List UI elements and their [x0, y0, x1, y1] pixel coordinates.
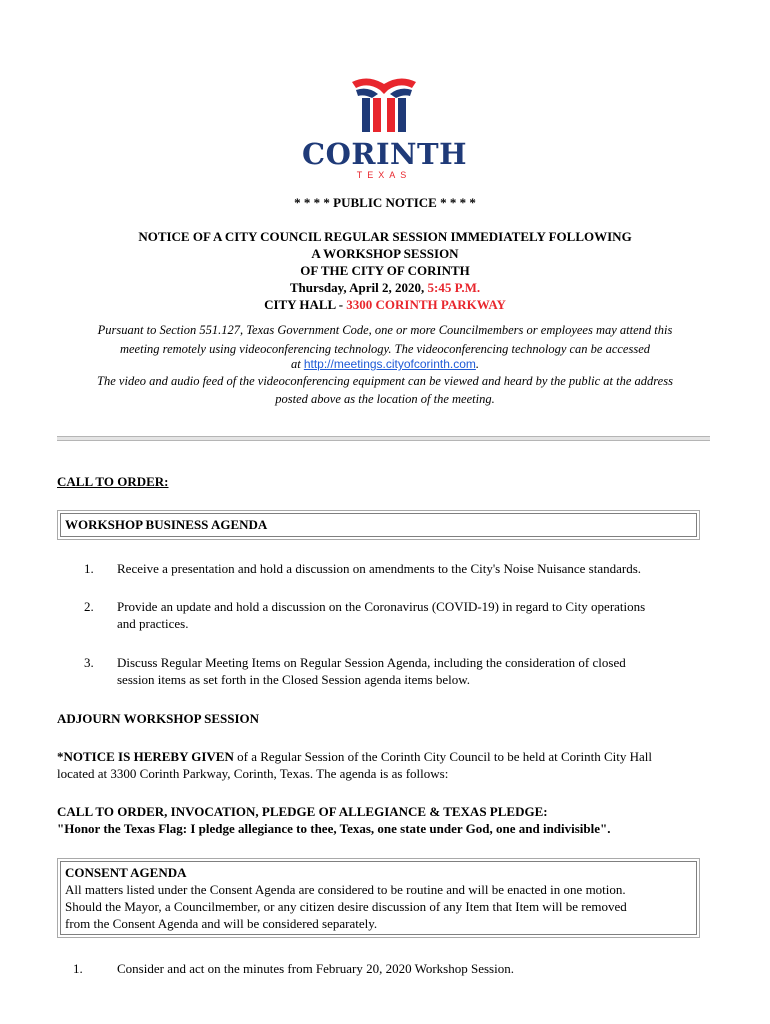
adjourn-heading: ADJOURN WORKSHOP SESSION	[57, 711, 260, 726]
notice-title-line3: OF THE CITY OF CORINTH	[300, 263, 470, 278]
pledge-text: "Honor the Texas Flag: I pledge allegiance to thee, Texas, one state under God, one and indivisible".	[57, 821, 611, 836]
location-address: 3300 CORINTH PARKWAY	[346, 297, 506, 312]
workshop-item-2-text-cont: and practices.	[117, 616, 189, 631]
workshop-agenda-box	[57, 510, 700, 540]
workshop-item-1-number: 1.	[84, 561, 94, 576]
workshop-agenda-title: WORKSHOP BUSINESS AGENDA	[60, 513, 697, 537]
call-to-order-heading: CALL TO ORDER:	[57, 474, 169, 489]
meeting-location	[0, 296, 770, 313]
pledge-heading: CALL TO ORDER, INVOCATION, PLEDGE OF ALLEGIANCE & TEXAS PLEDGE:	[57, 804, 548, 819]
workshop-item-2-number: 2.	[84, 599, 94, 614]
logo-subtitle: TEXAS	[356, 170, 412, 180]
notice-paragraph-line1	[57, 748, 717, 765]
intro-line4: The video and audio feed of the videoconferencing equipment can be viewed and heard by the public at the address	[97, 374, 673, 388]
column-emblem-icon	[302, 76, 466, 138]
consent-agenda-title: CONSENT AGENDA	[65, 865, 187, 880]
meetings-link[interactable]: http://meetings.cityofcorinth.com	[303, 357, 476, 371]
consent-agenda-content	[60, 861, 697, 935]
corinth-logo	[302, 76, 466, 184]
location-label: CITY HALL -	[264, 297, 347, 312]
consent-agenda-line1: All matters listed under the Consent Agenda are considered to be routine and will be enacted in one motion.	[65, 882, 626, 897]
intro-line2: meeting remotely using videoconferencing technology. The videoconferencing technology can be accessed	[119, 342, 651, 356]
workshop-item-2-text: Provide an update and hold a discussion on the Coronavirus (COVID-19) in regard to City operations	[117, 599, 646, 614]
consent-agenda-line3: from the Consent Agenda and will be considered separately.	[65, 916, 378, 931]
intro-line5: posted above as the location of the meeting.	[275, 392, 495, 406]
workshop-item-3-text: Discuss Regular Meeting Items on Regular Session Agenda, including the consideration of closed	[117, 655, 626, 670]
notice-text-1: of a Regular Session of the Corinth City Council to be held at Corinth City Hall	[233, 749, 652, 764]
consent-item-1-text: Consider and act on the minutes from February 20, 2020 Workshop Session.	[117, 961, 514, 976]
workshop-item-3-text-cont: session items as set forth in the Closed Session agenda items below.	[117, 672, 470, 687]
intro-line3-prefix: at	[290, 357, 304, 371]
workshop-item-1-text: Receive a presentation and hold a discussion on amendments to the City's Noise Nuisance standards.	[117, 561, 642, 576]
consent-agenda-line2: Should the Mayor, a Councilmember, or any citizen desire discussion of any Item that Item will be removed	[65, 899, 627, 914]
intro-line3-suffix: .	[475, 357, 480, 371]
workshop-item-3-number: 3.	[84, 655, 94, 670]
meeting-datetime	[0, 279, 770, 296]
public-notice-heading: * * * * PUBLIC NOTICE * * * *	[294, 195, 476, 210]
notice-title-line2: A WORKSHOP SESSION	[311, 246, 459, 261]
notice-title-line1: NOTICE OF A CITY COUNCIL REGULAR SESSION IMMEDIATELY FOLLOWING	[138, 229, 632, 244]
logo-wordmark: CORINTH	[302, 137, 467, 171]
meeting-date: Thursday, April 2, 2020,	[289, 280, 428, 295]
notice-bold-lead: *NOTICE IS HEREBY GIVEN	[57, 749, 234, 764]
meeting-time: 5:45 P.M.	[427, 280, 481, 295]
consent-agenda-box	[57, 858, 700, 938]
horizontal-divider	[57, 436, 710, 441]
notice-paragraph-line2: located at 3300 Corinth Parkway, Corinth, Texas. The agenda is as follows:	[57, 766, 449, 781]
intro-line1: Pursuant to Section 551.127, Texas Government Code, one or more Councilmembers or employees may attend this	[97, 323, 673, 337]
consent-item-1-number: 1.	[73, 961, 83, 976]
